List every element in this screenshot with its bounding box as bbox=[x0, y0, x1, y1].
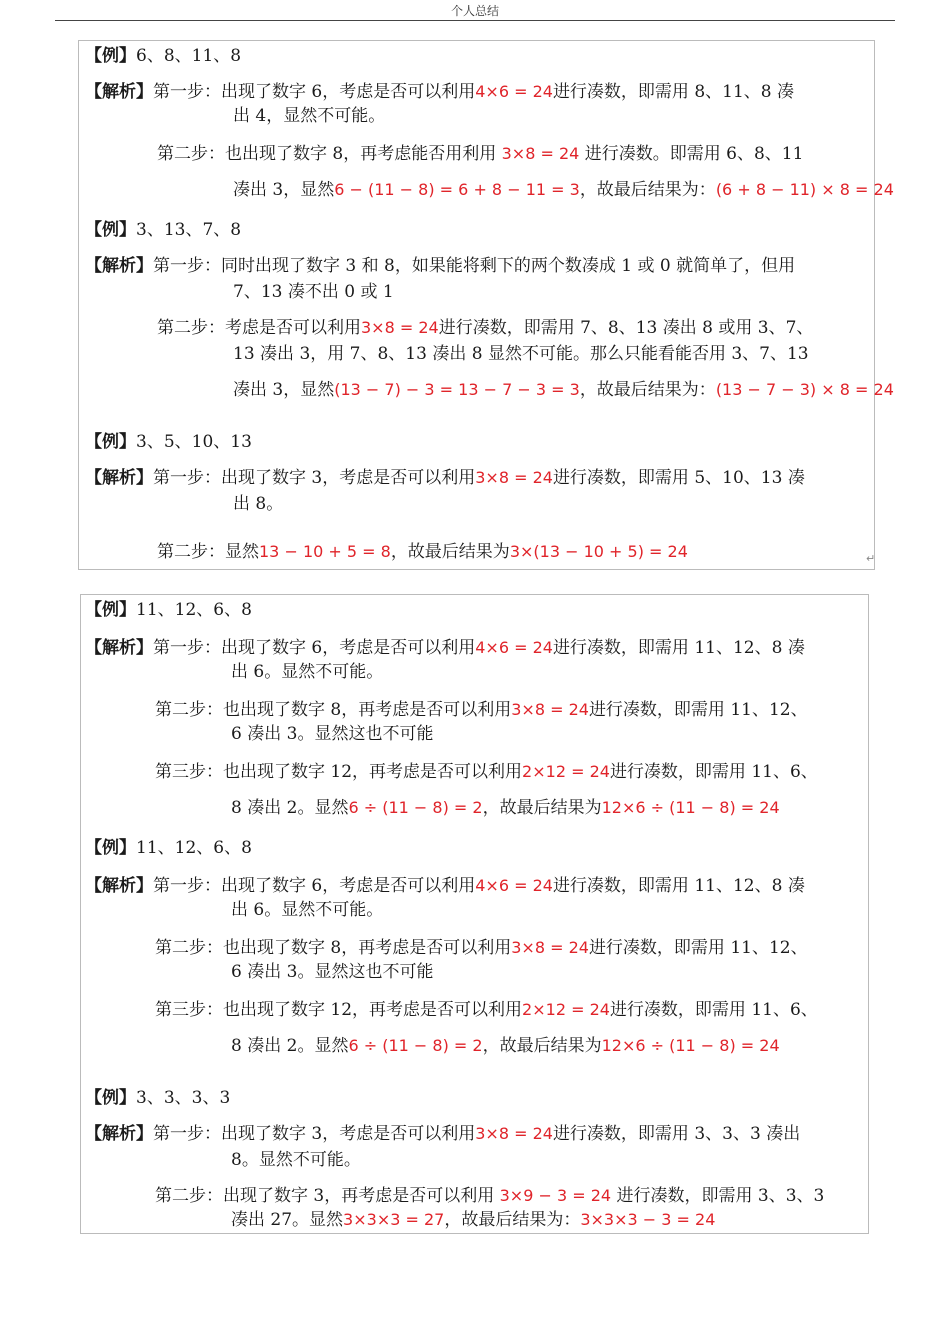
example-numbers: 3、13、7、8 bbox=[136, 220, 242, 240]
step-text: 进行凑数，即需用 11、12、 bbox=[588, 938, 808, 958]
analysis-step-2 bbox=[155, 937, 808, 959]
analysis-step-3 bbox=[155, 999, 818, 1021]
step-text: 出现了数字 6，考虑是否可以利用 bbox=[221, 876, 476, 896]
step-text: 也出现了数字 12，再考虑是否可以利用 bbox=[223, 762, 523, 782]
step-text: 进行凑数，即需用 11、6、 bbox=[609, 762, 818, 782]
step-continuation bbox=[231, 797, 780, 819]
step-text: 进行凑数，即需用 3、3、3 凑出 bbox=[552, 1124, 801, 1144]
example-numbers: 3、5、10、13 bbox=[136, 432, 252, 452]
step-continuation: 8。显然不可能。 bbox=[231, 1150, 361, 1170]
step-label: 第二步： bbox=[157, 542, 225, 562]
step-text: 进行凑数，即需用 11、12、 bbox=[588, 700, 808, 720]
result-formula: 3×3×3 − 3 = 24 bbox=[580, 1210, 716, 1229]
analysis-step-1 bbox=[85, 255, 795, 277]
step-text: 8 凑出 2。显然 bbox=[231, 798, 349, 818]
step-label: 第二步： bbox=[155, 700, 223, 720]
step-text: 进行凑数，即需用 8、11、8 凑 bbox=[552, 82, 795, 102]
step-text: 同时出现了数字 3 和 8，如果能将剩下的两个数凑成 1 或 0 就简单了，但用 bbox=[221, 256, 796, 276]
step-continuation: 6 凑出 3。显然这也不可能 bbox=[231, 962, 434, 982]
step-continuation: 13 凑出 3，用 7、8、13 凑出 8 显然不可能。那么只能看能否用 3、7、13 bbox=[233, 344, 809, 364]
step-text: 显然 bbox=[225, 542, 259, 562]
step-text: 出现了数字 6，考虑是否可以利用 bbox=[221, 638, 476, 658]
step-text: 进行凑数。即需用 6、8、11 bbox=[579, 144, 804, 164]
example-tag: 【例】 bbox=[85, 838, 136, 858]
step-label: 第一步： bbox=[153, 468, 221, 488]
analysis-step-1 bbox=[85, 875, 805, 897]
step-label: 第二步： bbox=[155, 938, 223, 958]
step-text: ，故最后结果为 bbox=[390, 542, 510, 562]
red-formula: 3×8 = 24 bbox=[511, 700, 589, 719]
step-text: 凑出 27。显然 bbox=[231, 1210, 344, 1230]
step-text: 也出现了数字 8，再考虑是否可以利用 bbox=[223, 938, 512, 958]
step-continuation bbox=[233, 379, 894, 401]
step-text: 出现了数字 3，考虑是否可以利用 bbox=[221, 1124, 476, 1144]
red-formula: 4×6 = 24 bbox=[475, 638, 553, 657]
example-numbers: 11、12、6、8 bbox=[136, 600, 252, 620]
step-label: 第二步： bbox=[157, 318, 225, 338]
analysis-step-1 bbox=[85, 81, 794, 103]
analysis-step-3 bbox=[155, 761, 818, 783]
example-tag: 【例】 bbox=[85, 600, 136, 620]
step-text: 进行凑数，即需用 7、8、13 凑出 8 或用 3、7、 bbox=[438, 318, 814, 338]
red-formula: 4×6 = 24 bbox=[475, 876, 553, 895]
step-text: ，故最后结果为： bbox=[444, 1210, 581, 1230]
step-label: 第二步： bbox=[157, 144, 225, 164]
red-formula: 3×8 = 24 bbox=[501, 144, 580, 163]
analysis-tag: 【解析】 bbox=[85, 82, 153, 102]
example-numbers: 6、8、11、8 bbox=[136, 46, 242, 66]
step-text: 进行凑数，即需用 11、12、8 凑 bbox=[552, 638, 805, 658]
step-continuation bbox=[233, 179, 894, 201]
red-formula: 6 − (11 − 8) = 6 + 8 − 11 = 3 bbox=[334, 180, 580, 199]
example-panel-1 bbox=[78, 40, 894, 570]
example-heading bbox=[85, 837, 252, 859]
analysis-tag: 【解析】 bbox=[85, 638, 153, 658]
step-continuation: 出 4，显然不可能。 bbox=[233, 106, 386, 126]
red-formula: 2×12 = 24 bbox=[522, 1000, 610, 1019]
step-label: 第一步： bbox=[153, 638, 221, 658]
step-text: 凑出 3，显然 bbox=[233, 180, 335, 200]
red-formula: (13 − 7) − 3 = 13 − 7 − 3 = 3 bbox=[334, 380, 580, 399]
step-text: 进行凑数，即需用 11、6、 bbox=[609, 1000, 818, 1020]
step-text: ，故最后结果为 bbox=[482, 1036, 602, 1056]
result-formula: 3×(13 − 10 + 5) = 24 bbox=[509, 542, 688, 561]
example-numbers: 11、12、6、8 bbox=[136, 838, 252, 858]
step-text: 出现了数字 6，考虑是否可以利用 bbox=[221, 82, 476, 102]
page-header: 个人总结 bbox=[55, 4, 895, 21]
step-text: 8 凑出 2。显然 bbox=[231, 1036, 349, 1056]
red-formula: 3×3×3 = 27 bbox=[343, 1210, 445, 1229]
red-formula: 6 ÷ (11 − 8) = 2 bbox=[348, 1036, 483, 1055]
analysis-step-2 bbox=[157, 143, 803, 165]
red-formula: 4×6 = 24 bbox=[475, 82, 553, 101]
step-continuation: 出 6。显然不可能。 bbox=[231, 662, 384, 682]
red-formula: 6 ÷ (11 − 8) = 2 bbox=[348, 798, 483, 817]
analysis-tag: 【解析】 bbox=[85, 1124, 153, 1144]
step-continuation: 出 6。显然不可能。 bbox=[231, 900, 384, 920]
analysis-tag: 【解析】 bbox=[85, 876, 153, 896]
example-tag: 【例】 bbox=[85, 1088, 136, 1108]
red-formula: 3×9 − 3 = 24 bbox=[499, 1186, 612, 1205]
step-text: 进行凑数，即需用 11、12、8 凑 bbox=[552, 876, 805, 896]
red-formula: 13 − 10 + 5 = 8 bbox=[259, 542, 391, 561]
example-panel-2 bbox=[80, 594, 869, 1234]
step-text: 考虑是否可以利用 bbox=[225, 318, 361, 338]
result-formula: 12×6 ÷ (11 − 8) = 24 bbox=[601, 1036, 780, 1055]
example-tag: 【例】 bbox=[85, 46, 136, 66]
example-heading bbox=[85, 219, 241, 241]
example-heading bbox=[85, 599, 252, 621]
step-continuation bbox=[231, 1035, 780, 1057]
step-label: 第一步： bbox=[153, 82, 221, 102]
step-text: 也出现了数字 8，再考虑能否用利用 bbox=[225, 144, 502, 164]
step-label: 第一步： bbox=[153, 876, 221, 896]
step-continuation: 6 凑出 3。显然这也不可能 bbox=[231, 724, 434, 744]
step-label: 第二步： bbox=[155, 1186, 223, 1206]
analysis-step-2 bbox=[155, 699, 808, 721]
step-continuation bbox=[231, 1209, 715, 1231]
step-text: 凑出 3，显然 bbox=[233, 380, 335, 400]
step-label: 第一步： bbox=[153, 256, 221, 276]
example-tag: 【例】 bbox=[85, 432, 136, 452]
step-text: ，故最后结果为 bbox=[482, 798, 602, 818]
analysis-step-2 bbox=[157, 541, 688, 563]
result-formula: (13 − 7 − 3) × 8 = 24 bbox=[715, 380, 894, 399]
step-text: 也出现了数字 8，再考虑是否可以利用 bbox=[223, 700, 512, 720]
step-label: 第一步： bbox=[153, 1124, 221, 1144]
result-formula: 12×6 ÷ (11 − 8) = 24 bbox=[601, 798, 780, 817]
step-text: 出现了数字 3，再考虑是否可以利用 bbox=[223, 1186, 500, 1206]
analysis-step-2 bbox=[155, 1185, 824, 1207]
step-text: 也出现了数字 12，再考虑是否可以利用 bbox=[223, 1000, 523, 1020]
step-continuation: 出 8。 bbox=[233, 494, 284, 514]
step-continuation: 7、13 凑不出 0 或 1 bbox=[233, 282, 394, 302]
analysis-tag: 【解析】 bbox=[85, 256, 153, 276]
analysis-tag: 【解析】 bbox=[85, 468, 153, 488]
example-heading bbox=[85, 1087, 230, 1109]
step-text: 进行凑数，即需用 5、10、13 凑 bbox=[552, 468, 805, 488]
analysis-step-1 bbox=[85, 467, 805, 489]
red-formula: 3×8 = 24 bbox=[475, 1124, 553, 1143]
analysis-step-1 bbox=[85, 1123, 800, 1145]
analysis-step-1 bbox=[85, 637, 805, 659]
example-heading bbox=[85, 45, 241, 67]
example-tag: 【例】 bbox=[85, 220, 136, 240]
paragraph-mark: ↵ bbox=[866, 552, 876, 565]
step-text: ，故最后结果为： bbox=[579, 380, 716, 400]
red-formula: 3×8 = 24 bbox=[361, 318, 439, 337]
step-text: ，故最后结果为： bbox=[579, 180, 716, 200]
red-formula: 3×8 = 24 bbox=[475, 468, 553, 487]
step-text: 进行凑数，即需用 3、3、3 bbox=[611, 1186, 825, 1206]
red-formula: 3×8 = 24 bbox=[511, 938, 589, 957]
step-text: 出现了数字 3，考虑是否可以利用 bbox=[221, 468, 476, 488]
result-formula: (6 + 8 − 11) × 8 = 24 bbox=[715, 180, 894, 199]
red-formula: 2×12 = 24 bbox=[522, 762, 610, 781]
example-heading bbox=[85, 431, 252, 453]
example-numbers: 3、3、3、3 bbox=[136, 1088, 231, 1108]
step-label: 第三步： bbox=[155, 1000, 223, 1020]
step-label: 第三步： bbox=[155, 762, 223, 782]
analysis-step-2 bbox=[157, 317, 813, 339]
